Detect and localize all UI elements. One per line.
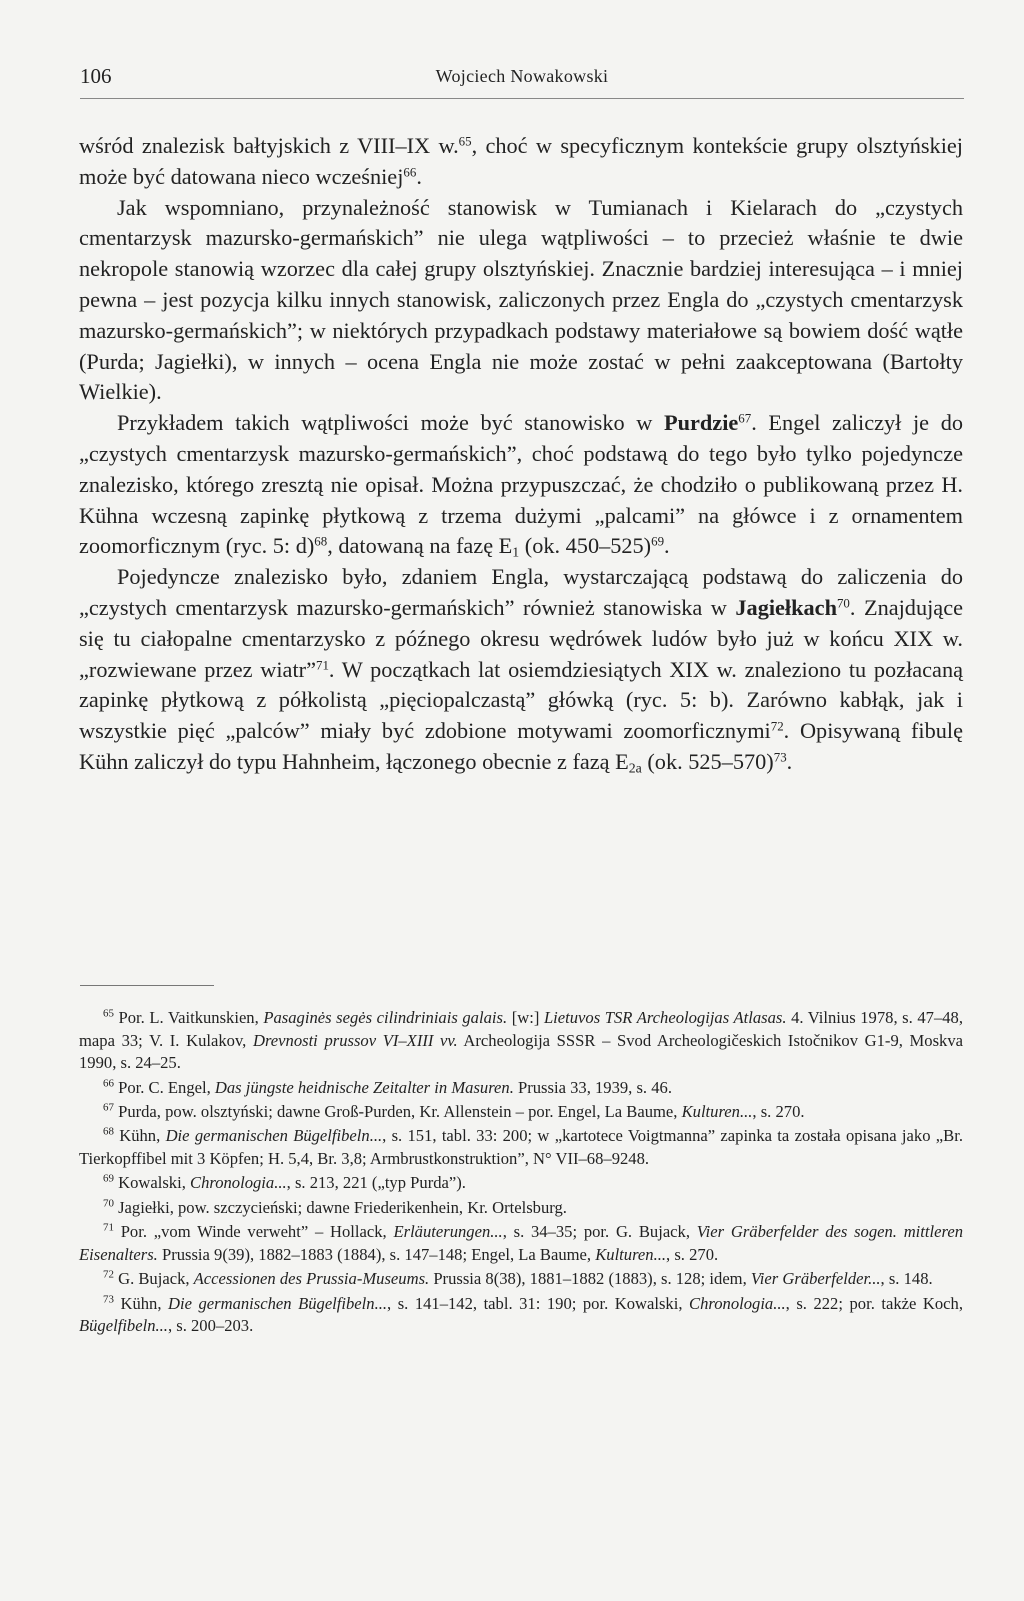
footnote: $^{66}$ Por. C. Engel, Das jüngste heidnische Zeitalter in Masuren. Prussia 33, 1939, s. 46. bbox=[103, 1077, 672, 1097]
body-paragraph: Pojedyncze znalezisko było, zdaniem Engla, wystarczającą podstawą do zaliczenia do „czystych cmentarzysk mazursko-germańskich” również stanowiska w Jagiełkach$^{70}$. Znajdujące się tu ciałopalne cmentarzysko z późnego okresu wędrówek ludów było już w końcu XIX w. „rozwiewane przez wiatr”$^{71}$. W początkach lat osiemdziesiątych XIX w. znaleziono tu pozłacaną zapinkę płytkową z półkolistą „pięciopalczastą” główką (ryc. 5: b). Zarówno kabłąk, jak i wszystkie pięć „palców” miały być zdobione motywami zoomorficznymi$^{72}$. Opisywaną fibulę Kühn zaliczył do typu Hahnheim, łączonego obecnie z fazą $E_{2a}$ (ok. 525–570)$^{73}$. bbox=[79, 564, 964, 776]
page-number: 106 bbox=[80, 64, 112, 88]
footnote: $^{69}$ Kowalski, Chronologia..., s. 213, 221 („typ Purda”). bbox=[103, 1172, 466, 1193]
footnote: $^{73}$ Kühn, Die germanischen Bügelfibeln..., s. 141–142, tabl. 31: 190; por. Kowalski, Chronologia..., s. 222; por. także Koch, Bügelfibeln..., s. 200–203. bbox=[79, 1292, 963, 1336]
footnote-separator bbox=[80, 985, 214, 986]
body-text bbox=[79, 131, 963, 778]
footnote: $^{72}$ G. Bujack, Accessionen des Prussia-Museums. Prussia 8(38), 1881–1882 (1883), s. 128; idem, Vier Gräberfelder..., s. 148. bbox=[103, 1268, 933, 1289]
body-paragraph: Jak wspomniano, przynależność stanowisk w Tumianach i Kielarach do „czystych cmentarzysk mazursko-germańskich” nie ulega wątpliwości – to przecież właśnie te dwie nekropole stanowią wzorzec dla całej grupy olsztyńskiej. Znacznie bardziej interesująca – i mniej pewna – jest pozycja kilku innych stanowisk, zaliczonych przez Engla do „czystych cmentarzysk mazursko-germańskich”; w niektórych przypadkach podstawy materiałowe są bowiem dość wątłe (Purda; Jagiełki), w innych – ocena Engla nie może zostać w pełni zaakceptowana (Bartołty Wielkie). bbox=[79, 194, 963, 405]
page-header bbox=[80, 64, 964, 99]
footnote: $^{70}$ Jagiełki, pow. szczycieński; dawne Friederikenhein, Kr. Ortelsburg. bbox=[103, 1197, 567, 1217]
running-head: Wojciech Nowakowski bbox=[435, 66, 609, 86]
footnote: $^{67}$ Purda, pow. olsztyński; dawne Groß-Purden, Kr. Allenstein – por. Engel, La Baume, Kulturen..., s. 270. bbox=[103, 1101, 805, 1121]
footnote: $^{65}$ Por. L. Vaitkunskien, Pasaginės segės cilindriniais galais. [w:] Lietuvos TSR Archeologijas Atlasas. 4. Vilnius 1978, s. 47–48, mapa 33; V. I. Kulakov, Drevnosti prussov VI–XIII vv. Archeologija SSSR – Svod Archeologičeskich Istočnikov G1-9, Moskva 1990, s. 24–25. bbox=[79, 1007, 963, 1073]
body-paragraph: wśród znalezisk bałtyjskich z VIII–IX w.$^{65}$, choć w specyficznym kontekście grupy olsztyńskiej może być datowana nieco wcześniej$^{66}$. bbox=[79, 133, 963, 189]
footnote: $^{68}$ Kühn, Die germanischen Bügelfibeln..., s. 151, tabl. 33: 200; w „kartotece Voigtmanna” zapinka ta została opisana jako „Br. Tierkopffibel mit 3 Köpfen; H. 5,4, Br. 3,8; Armbrustkonstruktion”, N° VII–68–9248. bbox=[79, 1125, 963, 1168]
footnote: $^{71}$ Por. „vom Winde verweht” – Hollack, Erläuterungen..., s. 34–35; por. G. Bujack, Vier Gräberfelder des sogen. mittleren Eisenalters. Prussia 9(39), 1882–1883 (1884), s. 147–148; Engel, La Baume, Kulturen..., s. 270. bbox=[79, 1221, 963, 1264]
footnotes bbox=[79, 1007, 963, 1339]
body-paragraph: Przykładem takich wątpliwości może być stanowisko w Purdzie$^{67}$. Engel zaliczył je do „czystych cmentarzysk mazursko-germańskich”, choć podstawą do tego było tylko pojedyncze znalezisko, którego zresztą nie opisał. Można przypuszczać, że chodziło o publikowaną przez H. Kühna wczesną zapinkę płytkową z trzema dużymi „palcami” na główce i z ornamentem zoomorficznym (ryc. 5: d)$^{68}$, datowaną na fazę $E_1$ (ok. 450–525)$^{69}$. bbox=[79, 410, 963, 560]
